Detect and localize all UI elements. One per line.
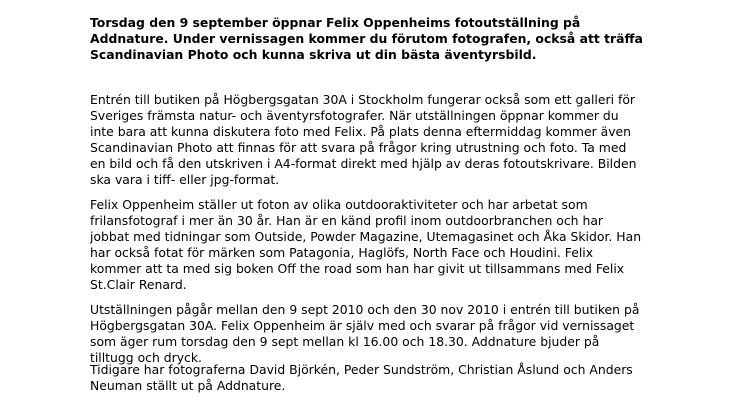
paragraph-line: frilansfotograf i mer än 30 år. Han är en känd profil inom outdoorbranchen och har <box>90 213 604 228</box>
paragraph-line: tilltugg och dryck. <box>90 350 202 365</box>
paragraph-line: Sveriges främsta natur- och äventyrsfotografer. När utställningen öppnar kommer du <box>90 108 619 123</box>
lead-line: Scandinavian Photo och kunna skriva ut din bästa äventyrsbild. <box>90 47 537 62</box>
paragraph-line: Tidigare har fotograferna David Björkén, Peder Sundström, Christian Åslund och Anders <box>90 362 633 377</box>
paragraph-line: Högbergsgatan 30A. Felix Oppenheim är själv med och svarar på frågor vid vernissaget <box>90 318 635 333</box>
body-paragraph-dates <box>90 302 690 366</box>
paragraph-line: har också fotat för märken som Patagonia, Haglöfs, North Face och Houdini. Felix <box>90 245 594 260</box>
body-paragraph-photographer <box>90 197 690 293</box>
paragraph-line: kommer att ta med sig boken Off the road som han har givit ut tillsammans med Felix <box>90 261 625 276</box>
paragraph-line: Utställningen pågår mellan den 9 sept 2010 och den 30 nov 2010 i entrén till butiken på <box>90 302 640 317</box>
paragraph-line: som äger rum torsdag den 9 sept mellan kl 16.00 och 18.30. Addnature bjuder på <box>90 334 600 349</box>
paragraph-line: inte bara att kunna diskutera foto med Felix. På plats denna eftermiddag kommer även <box>90 124 632 139</box>
lead-line: Torsdag den 9 september öppnar Felix Oppenheims fotoutställning på <box>90 15 581 30</box>
paragraph-line: ska vara i tiff- eller jpg-format. <box>90 172 280 187</box>
paragraph-line: Scandinavian Photo att finnas för att svara på frågor kring utrustning och foto. Ta med <box>90 140 627 155</box>
body-paragraph-previous <box>90 362 690 394</box>
lead-line: Addnature. Under vernissagen kommer du förutom fotografen, också att träffa <box>90 31 643 46</box>
paragraph-line: St.Clair Renard. <box>90 277 187 292</box>
paragraph-line: Neuman ställt ut på Addnature. <box>90 378 286 393</box>
paragraph-line: jobbat med tidningar som Outside, Powder Magazine, Utemagasinet och Åka Skidor. Han <box>90 229 642 244</box>
paragraph-line: en bild och få den utskriven i A4-format direkt med hjälp av deras fotoutskrivare. Bilden <box>90 156 637 171</box>
paragraph-line: Felix Oppenheim ställer ut foton av olika outdooraktiviteter och har arbetat som <box>90 197 588 212</box>
lead-paragraph <box>90 15 690 63</box>
paragraph-line: Entrén till butiken på Högbergsgatan 30A i Stockholm fungerar också som ett galleri för <box>90 92 635 107</box>
body-paragraph-entrance <box>90 92 690 188</box>
